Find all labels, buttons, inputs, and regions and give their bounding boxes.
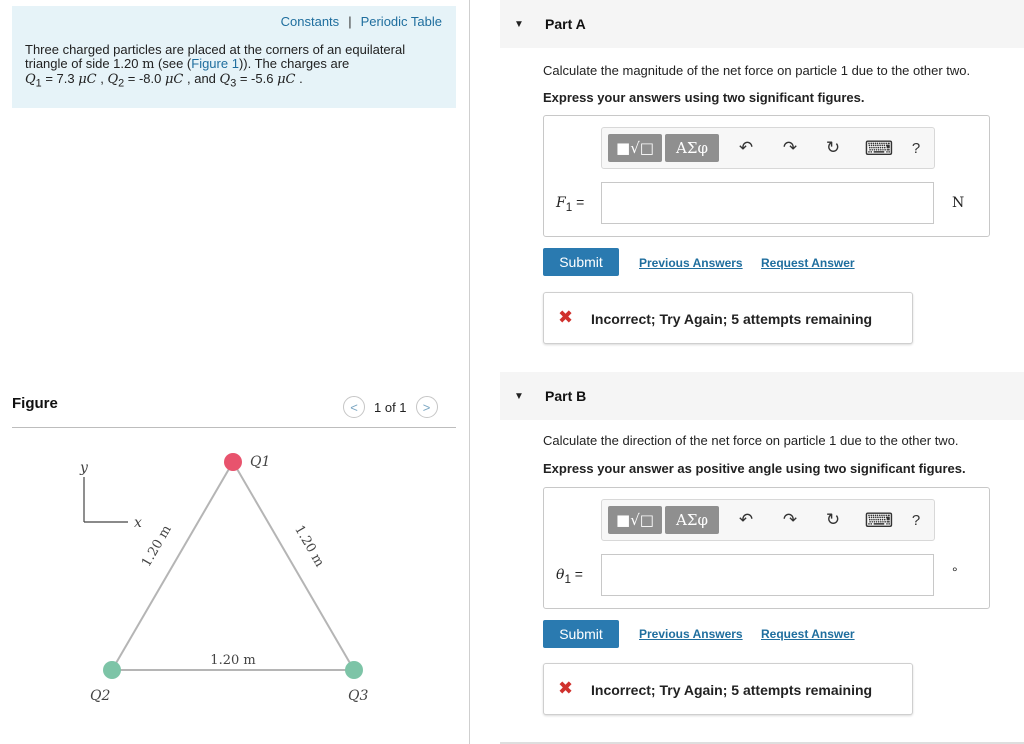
keyboard-icon[interactable]: ⌨: [864, 137, 894, 160]
part-b-request-answer-link[interactable]: Request Answer: [761, 627, 855, 641]
bottom-side-label: 1.20 m: [210, 653, 256, 668]
q2-label: Q2: [90, 688, 111, 704]
part-a-unit: N: [952, 195, 965, 211]
template-button[interactable]: ■√□: [608, 506, 662, 534]
part-a-previous-answers-link[interactable]: Previous Answers: [639, 256, 743, 270]
greek-symbols-button[interactable]: ΑΣφ: [665, 506, 719, 534]
q1-symbol: Q: [25, 72, 36, 87]
problem-text: [25, 43, 445, 91]
q2-value: = -8.0: [124, 71, 165, 86]
answer-label: [556, 566, 583, 586]
triangle-figure: [60, 440, 400, 720]
x-axis-label: x: [134, 515, 142, 531]
figure-divider: [12, 427, 456, 428]
part-a-answer-box: [543, 115, 990, 237]
label-symbol: F: [556, 195, 566, 211]
problem-statement-box: [12, 6, 456, 108]
part-b-submit-button[interactable]: Submit: [543, 620, 619, 648]
constants-link[interactable]: Constants: [280, 14, 340, 29]
incorrect-x-icon: ✖: [558, 678, 574, 698]
part-b-title: Part B: [545, 388, 587, 404]
right-side-label: 1.20 m: [291, 522, 327, 570]
undo-icon[interactable]: ↶: [738, 138, 754, 157]
undo-icon[interactable]: ↶: [738, 510, 754, 529]
problem-text-part: .: [295, 71, 303, 86]
q1-unit: μC: [78, 72, 97, 87]
part-b-feedback: [543, 663, 913, 715]
redo-icon[interactable]: ↷: [782, 510, 798, 529]
q3-unit: μC: [277, 72, 296, 87]
problem-text-part: , and: [183, 71, 220, 86]
left-side: [112, 462, 233, 670]
part-b-answer-box: [543, 487, 990, 609]
part-a-request-answer-link[interactable]: Request Answer: [761, 256, 855, 270]
q3-symbol: Q: [219, 72, 231, 87]
periodic-table-link[interactable]: Periodic Table: [360, 14, 442, 29]
q3-label: Q3: [348, 688, 369, 704]
q1-label: Q1: [250, 454, 271, 470]
label-equals: =: [570, 566, 583, 582]
q2-symbol: Q: [107, 72, 119, 87]
greek-symbols-button[interactable]: ΑΣφ: [665, 134, 719, 162]
next-figure-button[interactable]: >: [416, 396, 438, 418]
problem-line-1: Three charged particles are placed at the corners of an equilateral: [25, 42, 406, 57]
q1-value: = 7.3: [41, 71, 79, 86]
unit-meter: m: [142, 57, 155, 72]
q1-subscript: 1: [35, 77, 42, 90]
part-b-answer-input[interactable]: [601, 554, 934, 596]
keyboard-icon[interactable]: ⌨: [864, 509, 894, 532]
feedback-text: Incorrect; Try Again; 5 attempts remaining: [591, 682, 873, 698]
pager-text: 1 of 1: [374, 399, 407, 415]
part-a-feedback: [543, 292, 913, 344]
label-subscript: 1: [564, 572, 571, 586]
particle-q1: [224, 453, 242, 471]
part-a-instruction: Express your answers using two significant figures.: [543, 90, 865, 105]
figure-title: Figure: [12, 395, 58, 412]
problem-text-part: (see (: [154, 56, 192, 71]
top-links: [281, 14, 442, 29]
part-b-previous-answers-link[interactable]: Previous Answers: [639, 627, 743, 641]
figure-link[interactable]: Figure 1: [191, 56, 239, 71]
left-panel: [0, 0, 470, 744]
reset-icon[interactable]: ↻: [825, 138, 841, 157]
math-toolbar: [601, 499, 935, 541]
feedback-text: Incorrect; Try Again; 5 attempts remaining: [591, 311, 873, 327]
particle-q2: [103, 661, 121, 679]
q2-subscript: 2: [118, 77, 125, 90]
label-subscript: 1: [565, 200, 573, 214]
part-a-answer-input[interactable]: [601, 182, 934, 224]
q3-value: = -5.6: [236, 71, 278, 86]
part-b-question: Calculate the direction of the net force on particle 1 due to the other two.: [543, 433, 959, 448]
problem-text-part: ,: [96, 71, 108, 86]
y-axis-label: y: [80, 460, 88, 476]
answer-label: [556, 194, 584, 214]
collapse-triangle-icon[interactable]: ▼: [514, 391, 524, 402]
problem-text-part: triangle of side 1.20: [25, 56, 143, 71]
link-separator: |: [348, 14, 352, 29]
help-icon[interactable]: ?: [911, 511, 921, 529]
math-toolbar: [601, 127, 935, 169]
help-icon[interactable]: ?: [911, 139, 921, 157]
problem-text-part: )). The charges are: [238, 56, 350, 71]
collapse-triangle-icon[interactable]: ▼: [514, 19, 524, 30]
right-side: [233, 462, 354, 670]
part-b-unit: °: [952, 564, 958, 580]
part-a-submit-button[interactable]: Submit: [543, 248, 619, 276]
part-b-instruction: Express your answer as positive angle using two significant figures.: [543, 461, 966, 476]
q2-unit: μC: [164, 72, 184, 87]
problem-line-2: [25, 57, 445, 72]
particle-q3: [345, 661, 363, 679]
problem-line-3: [25, 72, 445, 91]
label-equals: =: [572, 194, 585, 210]
figure-pager: [343, 396, 438, 418]
left-side-label: 1.20 m: [139, 522, 175, 570]
reset-icon[interactable]: ↻: [825, 510, 841, 529]
panel-divider: [469, 0, 470, 744]
template-button[interactable]: ■√□: [608, 134, 662, 162]
part-a-question: Calculate the magnitude of the net force on particle 1 due to the other two.: [543, 63, 971, 78]
q3-subscript: 3: [230, 77, 237, 90]
label-symbol: θ: [556, 567, 565, 583]
incorrect-x-icon: ✖: [558, 307, 574, 327]
prev-figure-button[interactable]: <: [343, 396, 365, 418]
part-a-title: Part A: [545, 16, 586, 32]
redo-icon[interactable]: ↷: [782, 138, 798, 157]
